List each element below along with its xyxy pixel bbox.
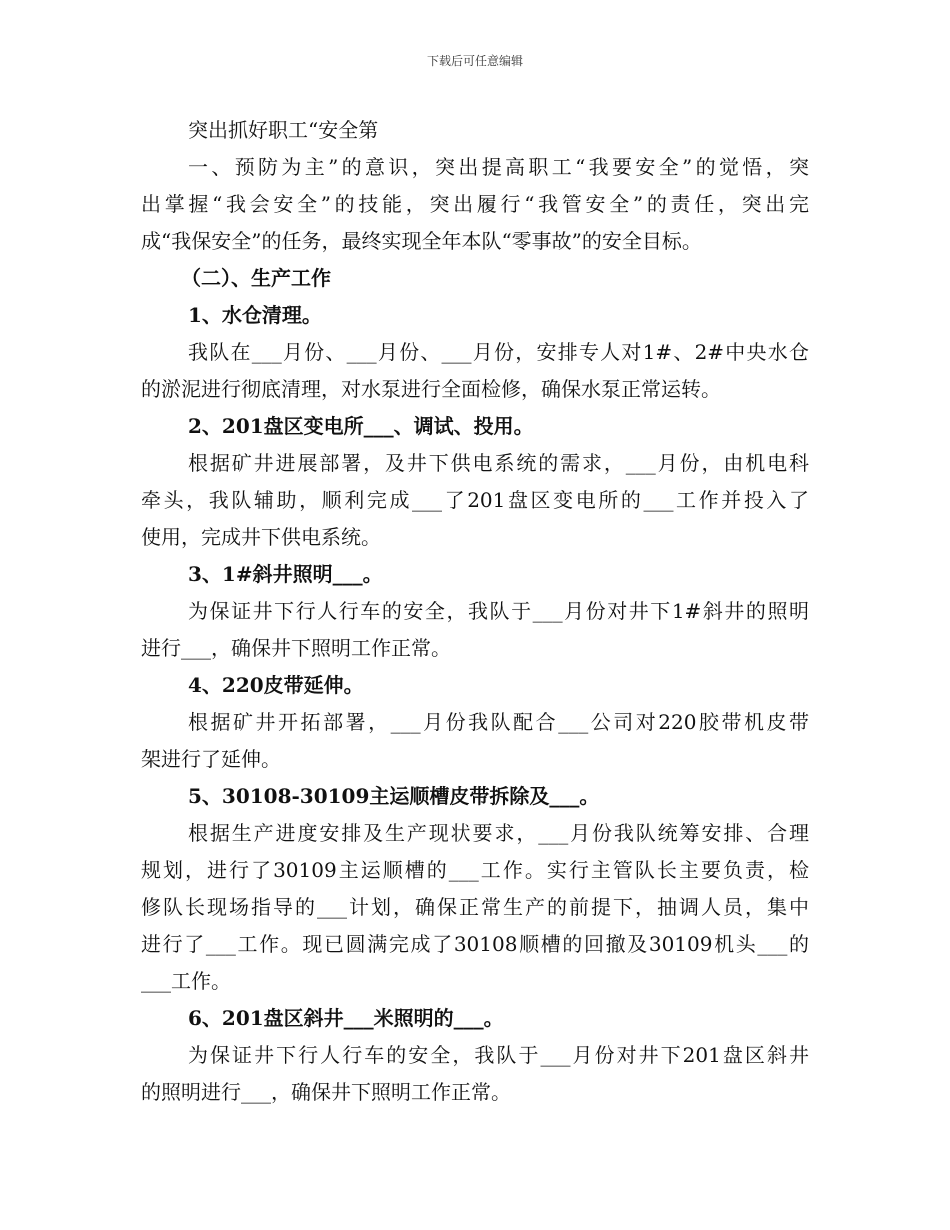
- paragraph-line: 根据生产进度安排及生产现状要求，___月份我队统筹安排、合理: [188, 821, 809, 845]
- paragraph-line: 突出抓好职工“安全第: [188, 118, 379, 142]
- paragraph-line: 牵头，我队辅助，顺利完成___了201盘区变电所的___工作并投入了: [141, 488, 809, 512]
- page-header: 下载后可任意编辑: [426, 54, 523, 68]
- paragraph-line: 为保证井下行人行车的安全，我队于___月份对井下1#斜井的照明: [188, 599, 809, 623]
- paragraph-line: 一、预防为主”的意识，突出提高职工“我要安全”的觉悟，突: [188, 155, 809, 179]
- paragraph-line: 成“我保安全”的任务，最终实现全年本队“零事故”的安全目标。: [141, 229, 702, 253]
- paragraph-line: 进行了___工作。现已圆满完成了30108顺槽的回撤及30109机头___的: [141, 932, 809, 956]
- item-heading: 1、水仓清理。: [188, 303, 322, 327]
- paragraph-line: 架进行了延伸。: [141, 747, 281, 771]
- paragraph-line: 修队长现场指导的___计划，确保正常生产的前提下，抽调人员，集中: [141, 895, 809, 919]
- item-heading: 3、1#斜井照明___。: [188, 562, 383, 586]
- paragraph-line: 为保证井下行人行车的安全，我队于___月份对井下201盘区斜井: [188, 1043, 809, 1067]
- paragraph-line: 我队在___月份、___月份、___月份，安排专人对1#、2#中央水仓: [188, 340, 809, 364]
- paragraph-line: 根据矿井进展部署，及井下供电系统的需求，___月份，由机电科: [188, 451, 809, 475]
- paragraph-line: 的照明进行___，确保井下照明工作正常。: [141, 1080, 511, 1104]
- item-heading: 5、30108-30109主运顺槽皮带拆除及___。: [188, 784, 600, 808]
- section-heading: （二）、生产工作: [181, 266, 331, 290]
- paragraph-line: ___工作。: [141, 969, 231, 993]
- item-heading: 6、201盘区斜井___米照明的___。: [188, 1006, 504, 1030]
- item-heading: 2、201盘区变电所___、调试、投用。: [188, 414, 534, 438]
- paragraph-line: 进行___，确保井下照明工作正常。: [141, 636, 451, 660]
- paragraph-line: 的淤泥进行彻底清理，对水泵进行全面检修，确保水泵正常运转。: [141, 377, 721, 401]
- document-body: [141, 112, 809, 1111]
- paragraph-line: 规划，进行了30109主运顺槽的___工作。实行主管队长主要负责，检: [141, 858, 809, 882]
- paragraph-line: 出掌握“我会安全”的技能，突出履行“我管安全”的责任，突出完: [141, 192, 809, 216]
- item-heading: 4、220皮带延伸。: [188, 673, 364, 697]
- paragraph-line: 根据矿井开拓部署，___月份我队配合___公司对220胶带机皮带: [188, 710, 809, 734]
- paragraph-line: 使用，完成井下供电系统。: [141, 525, 381, 549]
